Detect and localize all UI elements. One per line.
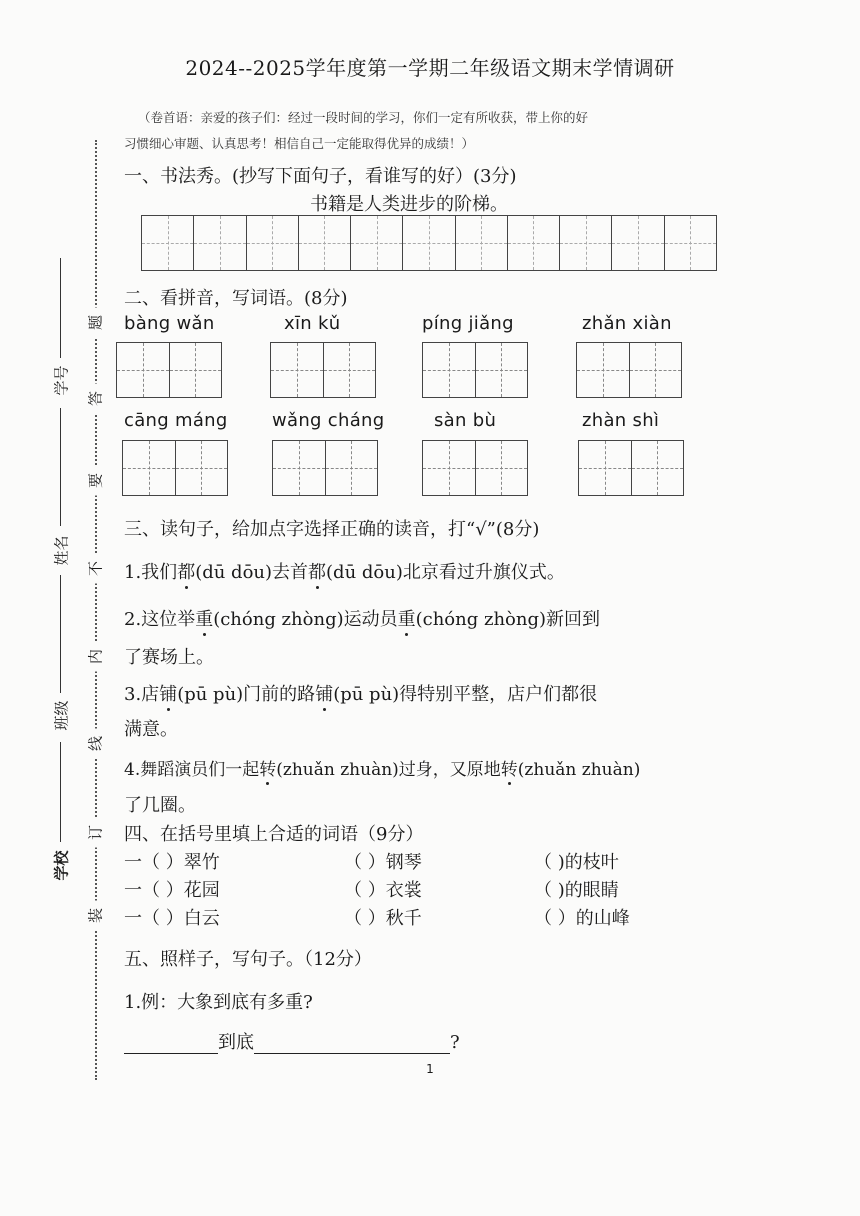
fill-item[interactable]: （ ）衣裳 (344, 880, 422, 901)
text: ? (450, 1032, 460, 1053)
page-title: 2024--2025学年度第一学期二年级语文期末学情调研 (185, 56, 675, 80)
section4-heading: 四、在括号里填上合适的词语（9分） (124, 824, 424, 845)
section2-heading: 二、看拼音，写词语。(8分) (124, 288, 348, 309)
blank-line[interactable] (124, 1035, 218, 1054)
binding-dotted-line (95, 140, 97, 1080)
grid-cell[interactable] (194, 216, 246, 270)
copy-writing-grid[interactable] (141, 215, 717, 271)
pinyin-label: zhàn shì (582, 410, 660, 431)
tianzi-grid[interactable] (578, 440, 684, 496)
pinyin-label: zhǎn xiàn (582, 313, 672, 334)
grid-cell[interactable] (456, 216, 508, 270)
section3-heading: 三、读句子，给加点字选择正确的读音，打“√”(8分) (124, 519, 540, 540)
tianzi-grid[interactable] (422, 342, 528, 398)
binding-char: 题 (85, 308, 106, 338)
tianzi-grid[interactable] (270, 342, 376, 398)
dotted-char: 铺 (159, 680, 177, 706)
binding-char: 答 (85, 384, 106, 414)
pinyin-label: xīn kǔ (284, 313, 341, 334)
dotted-char: 都 (308, 558, 326, 584)
fill-item[interactable]: （ ）秋千 (344, 908, 422, 929)
text: (pū pù)得特别平整，店户们都很 (333, 684, 598, 705)
text: (zhuǎn zhuàn) (517, 760, 641, 780)
section5-fill-line (124, 1028, 460, 1054)
grid-cell[interactable] (508, 216, 560, 270)
text: (pū pù)门前的路 (177, 684, 316, 705)
text: 到底 (218, 1032, 254, 1053)
text: (chóng zhòng)新回到 (415, 609, 601, 630)
pinyin-label: píng jiǎng (422, 313, 514, 334)
binding-char: 内 (85, 642, 106, 672)
question-3-3-line2: 满意。 (124, 719, 178, 740)
question-3-1 (124, 558, 565, 584)
section5-heading: 五、照样子，写句子。（12分） (124, 949, 372, 970)
question-3-3 (124, 680, 597, 706)
class-line[interactable] (60, 575, 61, 693)
student-id-label: 学号 (52, 365, 71, 396)
grid-cell[interactable] (142, 216, 194, 270)
text: (dū dōu)去首 (195, 562, 309, 583)
tianzi-grid[interactable] (272, 440, 378, 496)
fill-item[interactable]: （ )的枝叶 (534, 852, 619, 873)
dotted-char: 转 (259, 755, 276, 780)
binding-char: 要 (85, 466, 106, 496)
text: (dū dōu)北京看过升旗仪式。 (326, 562, 565, 583)
dotted-char: 重 (398, 605, 416, 631)
binding-char: 订 (85, 818, 106, 848)
text: 2.这位举 (124, 609, 196, 630)
tianzi-grid[interactable] (422, 440, 528, 496)
fill-item[interactable]: （ ）的山峰 (534, 908, 630, 929)
grid-cell[interactable] (612, 216, 664, 270)
dotted-char: 铺 (315, 680, 333, 706)
grid-cell[interactable] (403, 216, 455, 270)
binding-char: 线 (85, 729, 106, 759)
pinyin-label: wǎng cháng (272, 410, 385, 431)
grid-cell[interactable] (247, 216, 299, 270)
text: (zhuǎn zhuàn)过身，又原地 (276, 760, 501, 780)
dotted-char: 重 (195, 605, 213, 631)
fill-item[interactable]: 一（ ）翠竹 (124, 852, 220, 873)
binding-char: 不 (85, 554, 106, 584)
grid-cell[interactable] (560, 216, 612, 270)
pinyin-label: sàn bù (434, 410, 497, 431)
pinyin-label: bàng wǎn (124, 313, 215, 334)
tianzi-grid[interactable] (116, 342, 222, 398)
copy-sentence: 书籍是人类进步的阶梯。 (310, 194, 508, 215)
question-3-4 (124, 755, 640, 780)
preface-line-2: 习惯细心审题、认真思考！相信自己一定能取得优异的成绩！） (124, 136, 475, 151)
binding-char: 装 (85, 901, 106, 931)
student-name-line[interactable] (60, 408, 61, 526)
fill-item[interactable]: （ )的眼睛 (534, 880, 619, 901)
text: 4.舞蹈演员们一起 (124, 760, 260, 780)
student-name-label: 姓名 (52, 535, 71, 566)
text: 1.我们 (124, 562, 178, 583)
page-number: 1 (426, 1062, 434, 1076)
grid-cell[interactable] (351, 216, 403, 270)
question-3-2 (124, 605, 600, 631)
preface-line-1: （卷首语：亲爱的孩子们：经过一段时间的学习，你们一定有所收获，带上你的好 (138, 110, 589, 125)
school-label: 学校 (52, 850, 71, 881)
dotted-char: 都 (177, 558, 195, 584)
fill-item[interactable]: 一（ ）白云 (124, 908, 220, 929)
text: (chóng zhòng)运动员 (213, 609, 398, 630)
section1-heading: 一、书法秀。(抄写下面句子，看谁写的好）(3分) (124, 166, 517, 187)
class-label: 班级 (52, 700, 71, 731)
student-id-line[interactable] (60, 258, 61, 358)
grid-cell[interactable] (665, 216, 716, 270)
text: 3.店 (124, 684, 160, 705)
grid-cell[interactable] (299, 216, 351, 270)
blank-line[interactable] (254, 1035, 450, 1054)
dotted-char: 转 (501, 755, 518, 780)
question-3-2-line2: 了赛场上。 (124, 647, 214, 668)
tianzi-grid[interactable] (122, 440, 228, 496)
pinyin-label: cāng máng (124, 410, 228, 431)
fill-item[interactable]: 一（ ）花园 (124, 880, 220, 901)
tianzi-grid[interactable] (576, 342, 682, 398)
fill-item[interactable]: （ ）钢琴 (344, 852, 422, 873)
school-line[interactable] (60, 742, 61, 842)
question-3-4-line2: 了几圈。 (124, 795, 196, 816)
section5-example: 1.例：大象到底有多重? (124, 992, 313, 1013)
